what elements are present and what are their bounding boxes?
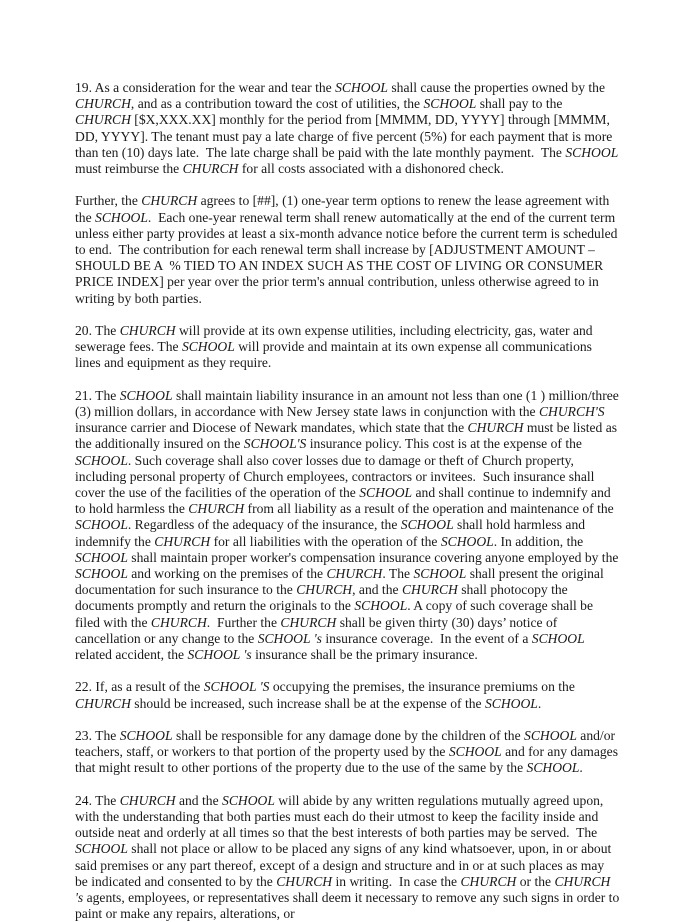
paragraph-24: 24. The CHURCH and the SCHOOL will abide by any written regulations mutually agreed upon, with the understanding that both parties must each do their utmost to keep the facility inside and outside neat and orderly at all times so that the best interests of both parties may be served. The SCHOOL shall not place or allow to be placed any signs of any kind whatsoever, upon, in or about said premises or any part thereof, except of a design and structure and in or at such places as may be indicated and consented to by the CHURCH in writing. In case the CHURCH or the CHURCH 's agents, employees, or representatives shall deem it necessary to remove any such signs in order to paint or make any repairs, alterations, or [75, 792, 623, 922]
paragraph-renewal-terms: Further, the CHURCH agrees to [##], (1) one-year term options to renew the lease agreement with the SCHOOL. Each one-year renewal term shall renew automatically at the end of the current term unless either party provides at least a six-month advance notice before the current term is scheduled to end. The contribution for each renewal term shall increase by [ADJUSTMENT AMOUNT – SHOULD BE A % TIED TO AN INDEX SUCH AS THE COST OF LIVING OR CONSUMER PRICE INDEX] per year over the prior term's annual contribution, unless otherwise agreed to in writing by both parties. [75, 193, 621, 306]
paragraph-23: 23. The SCHOOL shall be responsible for any damage done by the children of the SCHOOL and/or teachers, staff, or workers to that portion of the property used by the SCHOOL and for any damages that might result to other portions of the property due to the use of the same by the SCHOOL. [75, 728, 622, 776]
paragraph-19: 19. As a consideration for the wear and tear the SCHOOL shall cause the properties owned by the CHURCH, and as a contribution toward the cost of utilities, the SCHOOL shall pay to the CHURCH [$X,XXX.XX] monthly for the period from [MMMM, DD, YYYY] through [MMMM, DD, YYYY]. The tenant must pay a late charge of five percent (5%) for each payment that is more than ten (10) days late. The late charge shall be paid with the late monthly payment. The SCHOOL must reimburse the CHURCH for all costs associated with a dishonored check. [75, 80, 622, 177]
paragraph-22: 22. If, as a result of the SCHOOL 'S occupying the premises, the insurance premiums on the CHURCH should be increased, such increase shall be at the expense of the SCHOOL. [75, 679, 579, 711]
paragraph-20: 20. The CHURCH will provide at its own expense utilities, including electricity, gas, water and sewerage fees. The SCHOOL will provide and maintain at its own expense all communications lines and equipment as they require. [75, 323, 597, 371]
paragraph-21: 21. The SCHOOL shall maintain liability insurance in an amount not less than one (1 ) million/three (3) million dollars, in accordance with New Jersey state laws in conjunction with the CHURCH'S insurance carrier and Diocese of Newark mandates, which state that the CHURCH must be listed as the additionally insured on the SCHOOL'S insurance policy. This cost is at the expense of the SCHOOL. Such coverage shall also cover losses due to damage or theft of Church property, including personal property of Church employees, contractors or invitees. Such insurance shall cover the use of the facilities of the operation of the SCHOOL and shall continue to indemnify and to hold harmless the CHURCH from all liability as a result of the operation and maintenance of the SCHOOL. Regardless of the adequacy of the insurance, the SCHOOL shall hold harmless and indemnify the CHURCH for all liabilities with the operation of the SCHOOL. In addition, the SCHOOL shall maintain proper worker's compensation insurance covering anyone employed by the SCHOOL and working on the premises of the CHURCH. The SCHOOL shall present the original documentation for such insurance to the CHURCH, and the CHURCH shall photocopy the documents promptly and return the originals to the SCHOOL. A copy of such coverage shall be filed with the CHURCH. Further the CHURCH shall be given thirty (30) days’ notice of cancellation or any change to the SCHOOL 's insurance coverage. In the event of a SCHOOL related accident, the SCHOOL 's insurance shall be the primary insurance. [75, 387, 623, 663]
